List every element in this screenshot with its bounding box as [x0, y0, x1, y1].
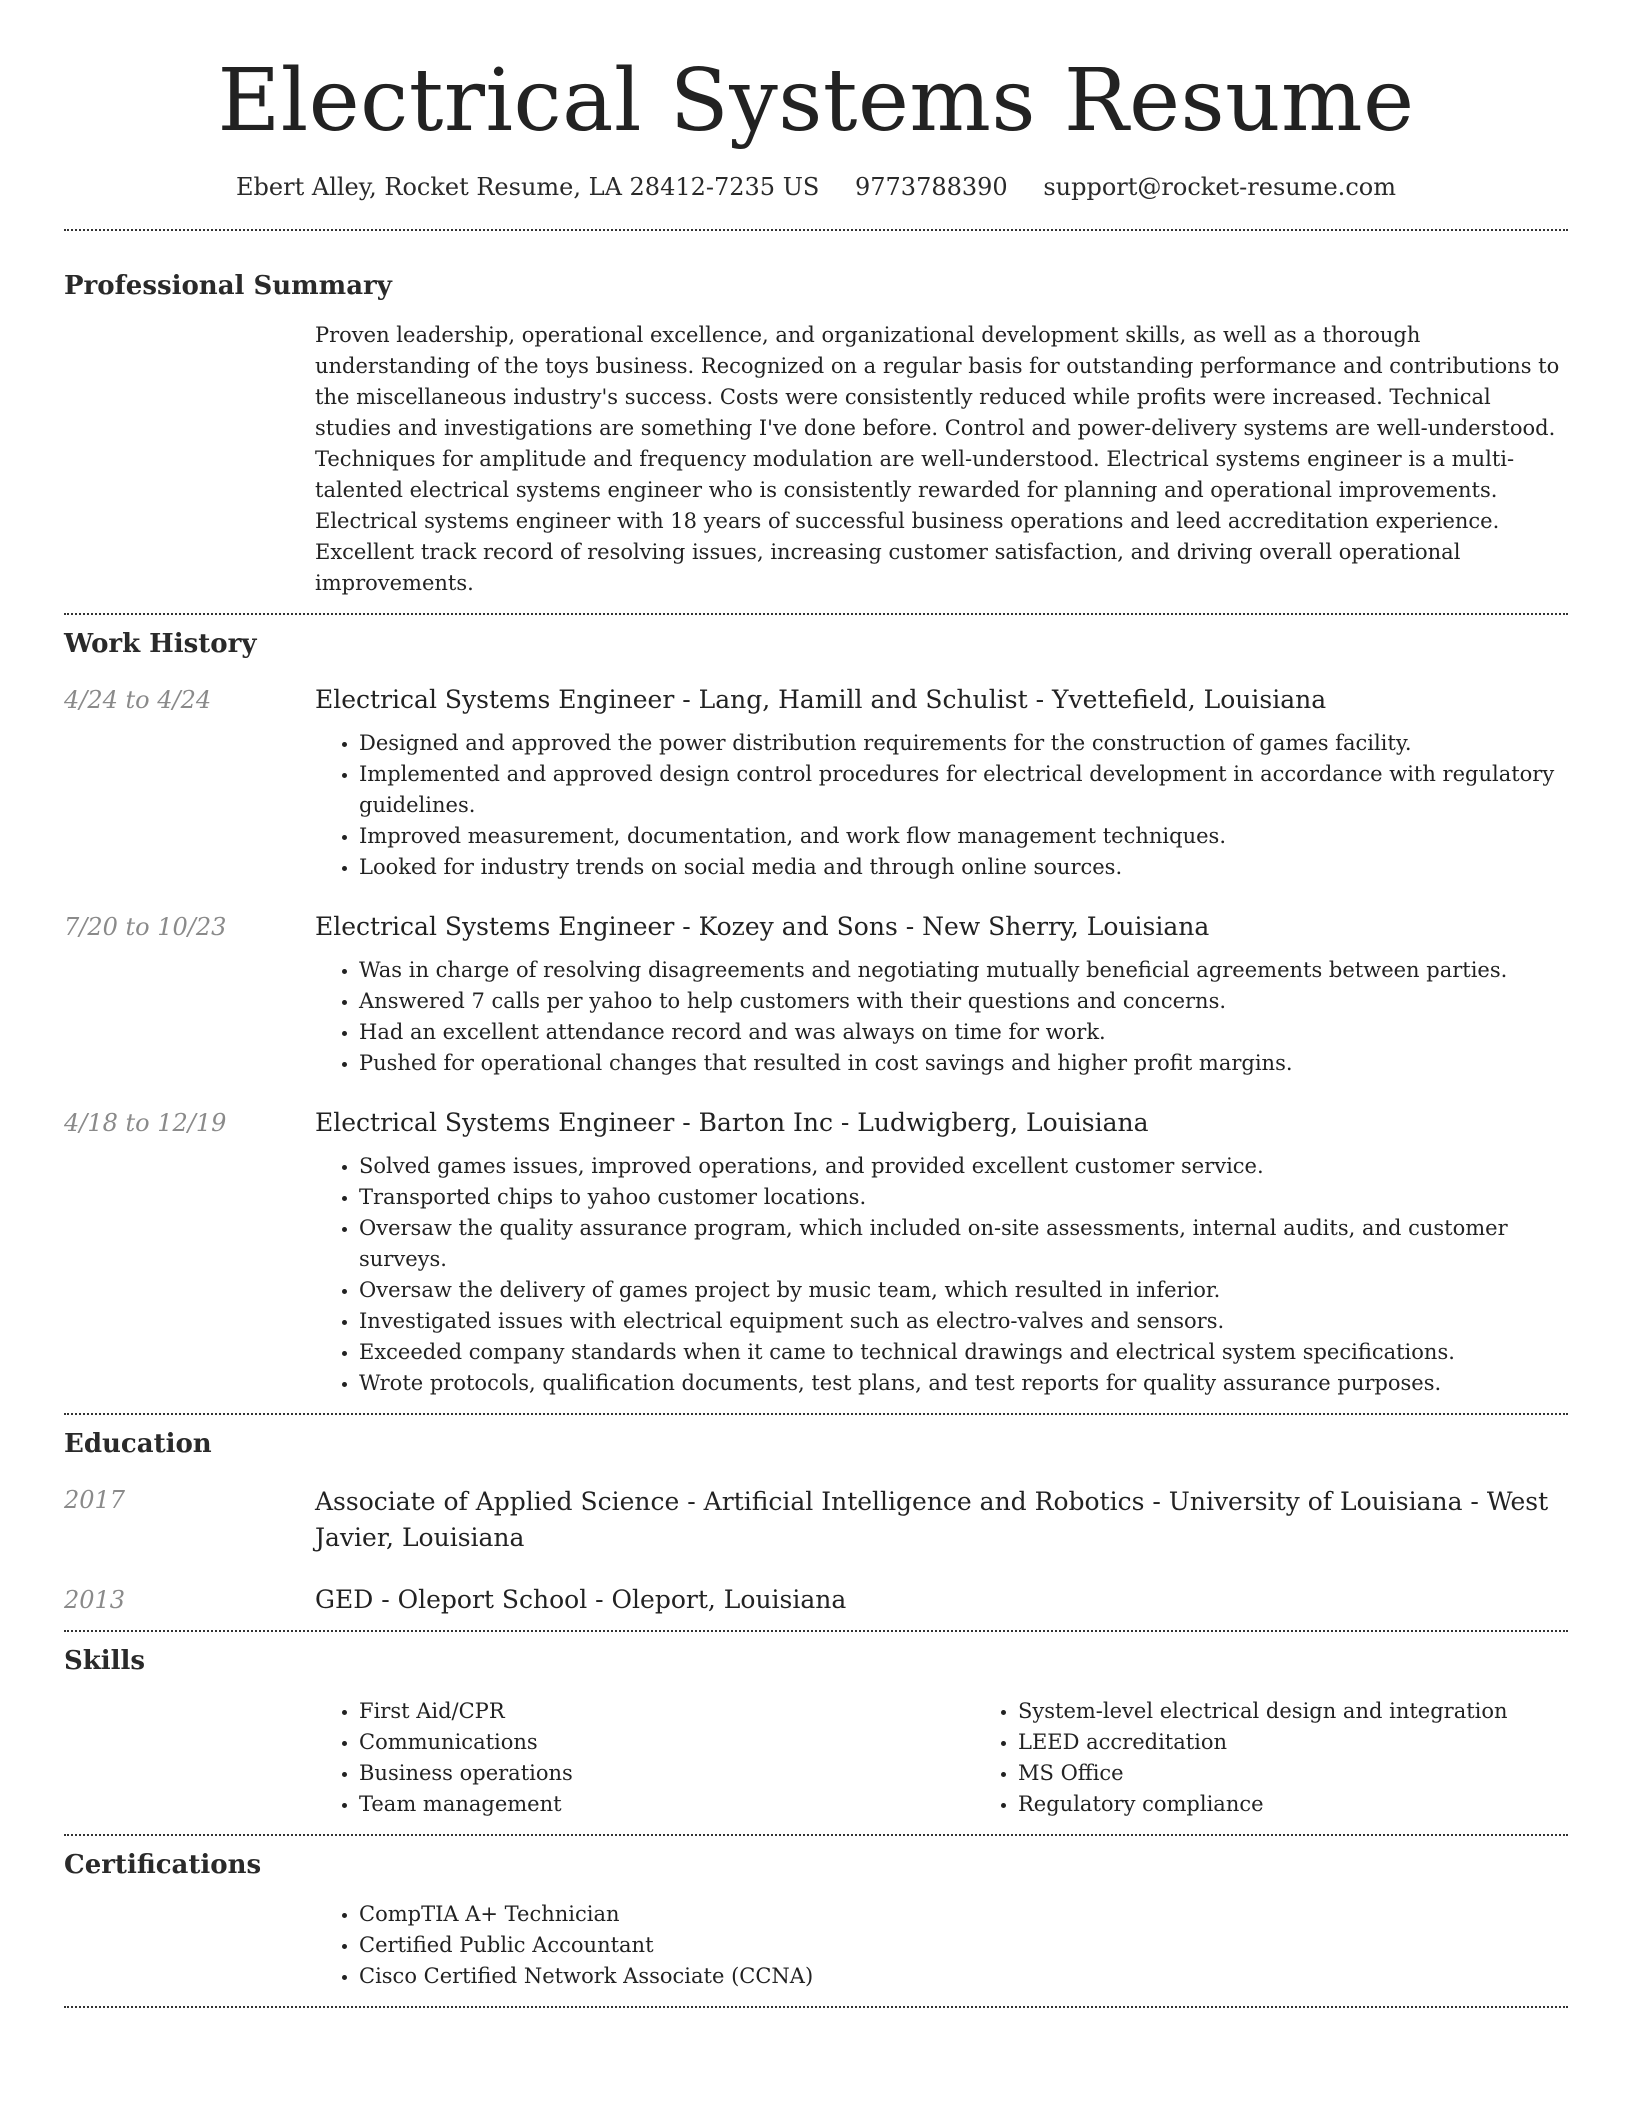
- job-dates: 4/24 to 4/24: [64, 686, 212, 715]
- job-dates: 4/18 to 12/19: [64, 1109, 227, 1138]
- list-item: • Looked for industry trends on social media and through online sources.: [359, 852, 1568, 883]
- job-entry: [64, 911, 1568, 1079]
- skill-item: • LEED accreditation: [1018, 1727, 1632, 1758]
- skill-item: • Communications: [359, 1727, 974, 1758]
- skill-item: • First Aid/CPR: [359, 1696, 974, 1727]
- summary-section: [64, 231, 1568, 613]
- list-item: • Had an excellent attendance record and was always on time for work.: [359, 1017, 1568, 1048]
- skill-item: • System-level electrical design and integration: [1018, 1696, 1632, 1727]
- job-title: Electrical Systems Engineer - Barton Inc - Ludwigberg, Louisiana: [315, 1108, 1149, 1138]
- certification-item: • Cisco Certified Network Associate (CCNA): [359, 1961, 1568, 1992]
- skills-column-2: [974, 1696, 1632, 1820]
- job-bullets: [315, 1151, 1568, 1399]
- job-title: Electrical Systems Engineer - Kozey and Sons - New Sherry, Louisiana: [315, 912, 1210, 942]
- job-bullets: [315, 955, 1568, 1079]
- list-item: • Solved games issues, improved operations, and provided excellent customer service.: [359, 1151, 1568, 1182]
- certification-item: • CompTIA A+ Technician: [359, 1899, 1568, 1930]
- section-heading-summary: Professional Summary: [64, 270, 392, 301]
- skill-item: • Team management: [359, 1789, 974, 1820]
- job-entry: [64, 684, 1568, 883]
- job-title: Electrical Systems Engineer - Lang, Hamill and Schulist - Yvettefield, Louisiana: [315, 685, 1327, 715]
- job-bullets: [315, 728, 1568, 883]
- contact-address: Ebert Alley, Rocket Resume, LA 28412-7235 US: [236, 172, 820, 201]
- certifications-section: [64, 1836, 1568, 2006]
- list-item: • Designed and approved the power distribution requirements for the construction of games facility.: [359, 728, 1568, 759]
- skills-column-1: [315, 1696, 974, 1820]
- list-item: • Wrote protocols, qualification documents, test plans, and test reports for quality assurance purposes.: [359, 1368, 1568, 1399]
- summary-text: Proven leadership, operational excellence, and organizational development skills, as well as a thorough understanding of the toys business. Recognized on a regular basis for outstanding performance and contributions to the miscellaneous industry's success. Costs were consistently reduced while profits were increased. Technical studies and investigations are something I've done before. Control and power-delivery systems are well-understood. Techniques for amplitude and frequency modulation are well-understood. Electrical systems engineer is a multi-talented electrical systems engineer who is consistently rewarded for planning and operational improvements. Electrical systems engineer with 18 years of successful business operations and leed accreditation experience. Excellent track record of resolving issues, increasing customer satisfaction, and driving overall operational improvements.: [315, 323, 1560, 596]
- list-item: • Improved measurement, documentation, and work flow management techniques.: [359, 821, 1568, 852]
- section-heading-education: Education: [64, 1429, 212, 1460]
- education-section: [64, 1415, 1568, 1616]
- list-item: • Answered 7 calls per yahoo to help customers with their questions and concerns.: [359, 986, 1568, 1017]
- list-item: • Investigated issues with electrical equipment such as electro-valves and sensors.: [359, 1306, 1568, 1337]
- job-dates: 7/20 to 10/23: [64, 913, 227, 942]
- list-item: • Pushed for operational changes that resulted in cost savings and higher profit margins.: [359, 1048, 1568, 1079]
- section-heading-work: Work History: [64, 629, 257, 660]
- job-entry: [64, 1107, 1568, 1399]
- certifications-list: [315, 1899, 1568, 1992]
- list-item: • Transported chips to yahoo customer locations.: [359, 1182, 1568, 1213]
- section-heading-skills: Skills: [64, 1646, 146, 1677]
- list-item: • Oversaw the quality assurance program, which included on-site assessments, internal audits, and customer surveys.: [359, 1213, 1568, 1275]
- list-item: • Exceeded company standards when it came to technical drawings and electrical system specifications.: [359, 1337, 1568, 1368]
- list-item: • Implemented and approved design control procedures for electrical development in accordance with regulatory guidelines.: [359, 759, 1568, 821]
- work-section: [64, 615, 1568, 1399]
- section-heading-certifications: Certifications: [64, 1849, 262, 1880]
- list-item: • Was in charge of resolving disagreements and negotiating mutually beneficial agreements between parties.: [359, 955, 1568, 986]
- education-entry: [64, 1584, 1568, 1616]
- divider: [64, 2006, 1568, 2008]
- education-year: 2013: [64, 1586, 126, 1615]
- skill-item: • MS Office: [1018, 1758, 1632, 1789]
- contact-phone: 9773788390: [855, 172, 1008, 201]
- education-text: Associate of Applied Science - Artificial Intelligence and Robotics - University of Louisiana - West Javier, Louisiana: [315, 1487, 1549, 1553]
- education-year: 2017: [64, 1486, 126, 1515]
- contact-email: support@rocket-resume.com: [1043, 172, 1396, 201]
- certification-item: • Certified Public Accountant: [359, 1930, 1568, 1961]
- list-item: • Oversaw the delivery of games project by music team, which resulted in inferior.: [359, 1275, 1568, 1306]
- resume-page: [64, 0, 1568, 2008]
- skills-section: [64, 1632, 1568, 1833]
- education-text: GED - Oleport School - Oleport, Louisiana: [315, 1585, 847, 1615]
- skill-item: • Business operations: [359, 1758, 974, 1789]
- education-entry: [64, 1484, 1568, 1556]
- resume-title: Electrical Systems Resume: [217, 51, 1415, 151]
- skill-item: • Regulatory compliance: [1018, 1789, 1632, 1820]
- contact-line: [64, 173, 1568, 201]
